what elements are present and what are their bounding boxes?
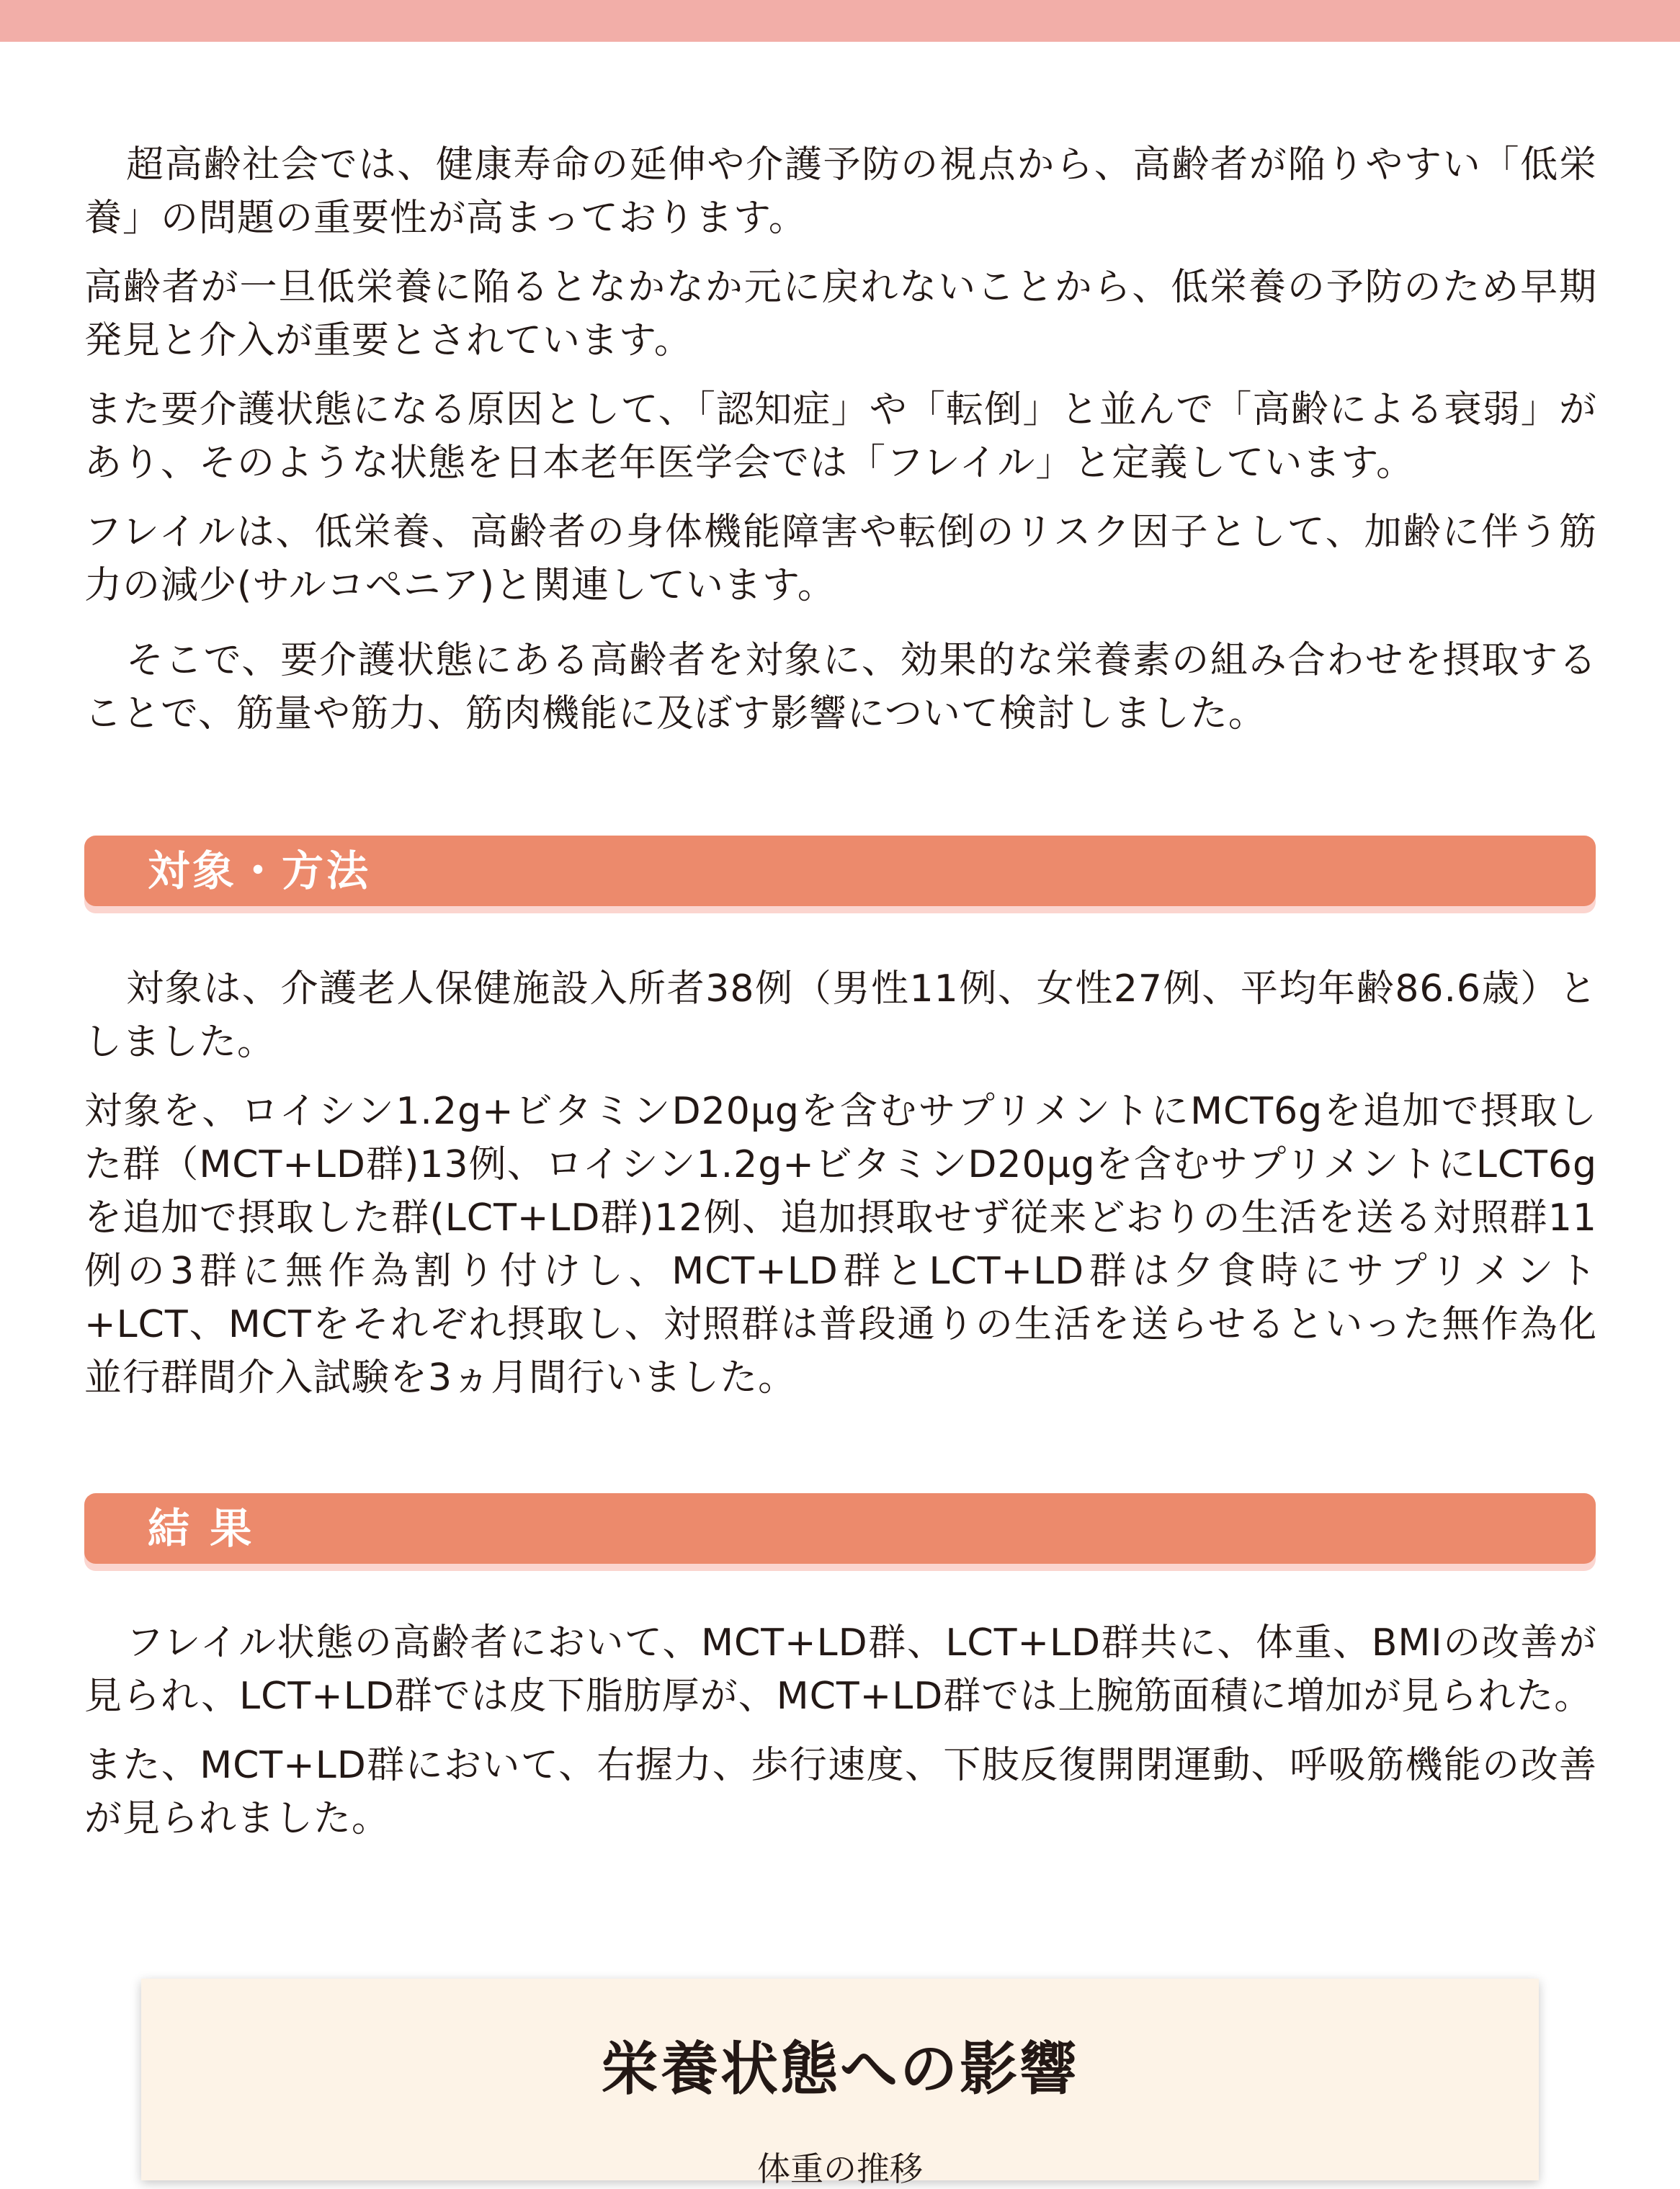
intro-section xyxy=(84,138,1597,756)
method-section-header xyxy=(84,836,1596,913)
intro-paragraph-4: フレイルは、低栄養、高齢者の身体機能障害や転倒のリスク因子として、加齢に伴う筋力の減少(サルコペニア)と関連しています。 xyxy=(84,511,1597,607)
intro-paragraph-5: そこで、要介護状態にある高齢者を対象に、効果的な栄養素の組み合わせを摂取することで、筋量や筋力、筋肉機能に及ぼす影響について検討しました。 xyxy=(84,639,1597,735)
figure-subtitle: 体重の推移 xyxy=(757,2149,923,2188)
figure-panel xyxy=(141,1979,1539,2188)
results-header-bar xyxy=(84,1493,1596,1564)
results-section xyxy=(84,1616,1597,1861)
results-paragraph-2: また、MCT+LD群において、右握力、歩行速度、下肢反復開閉運動、呼吸筋機能の改善が見られました。 xyxy=(84,1744,1597,1840)
top-color-band xyxy=(0,0,1680,42)
intro-paragraph-1: 超高齢社会では、健康寿命の延伸や介護予防の視点から、高齢者が陥りやすい「低栄養」の問題の重要性が高まっております。 xyxy=(84,143,1597,240)
results-heading: 結 果 xyxy=(148,1504,255,1553)
results-section-header xyxy=(84,1493,1596,1571)
method-paragraph-2: 対象を、ロイシン1.2g+ビタミンD20μgを含むサプリメントにMCT6gを追加で摂取した群（MCT+LD群)13例、ロイシン1.2g+ビタミンD20μgを含むサプリメントにLCT6gを追加で摂取した群(LCT+LD群)12例、追加摂取せず従来どおりの生活を送る対照群11例の3群に無作為割り付けし、MCT+LD群とLCT+LD群は夕食時にサプリメント+LCT、MCTをそれぞれ摂取し、対照群は普段通りの生活を送らせるといった無作為化並行群間介入試験を3ヵ月間行いました。 xyxy=(84,1090,1597,1400)
intro-paragraph-3: また要介護状態になる原因として、「認知症」や「転倒」と並んで「高齢による衰弱」があり、そのような状態を日本老年医学会では「フレイル」と定義しています。 xyxy=(84,388,1597,485)
method-paragraph-1: 対象は、介護老人保健施設入所者38例（男性11例、女性27例、平均年齢86.6歳）としました。 xyxy=(84,967,1597,1064)
intro-paragraph-2: 高齢者が一旦低栄養に陥るとなかなか元に戻れないことから、低栄養の予防のため早期発見と介入が重要とされています。 xyxy=(84,266,1597,362)
figure-title: 栄養状態への影響 xyxy=(601,2036,1079,2103)
method-section xyxy=(84,962,1597,1420)
method-heading: 対象・方法 xyxy=(148,846,372,895)
results-paragraph-1: フレイル状態の高齢者において、MCT+LD群、LCT+LD群共に、体重、BMIの改善が見られ、LCT+LD群では皮下脂肪厚が、MCT+LD群では上腕筋面積に増加が見られた。 xyxy=(84,1621,1597,1718)
